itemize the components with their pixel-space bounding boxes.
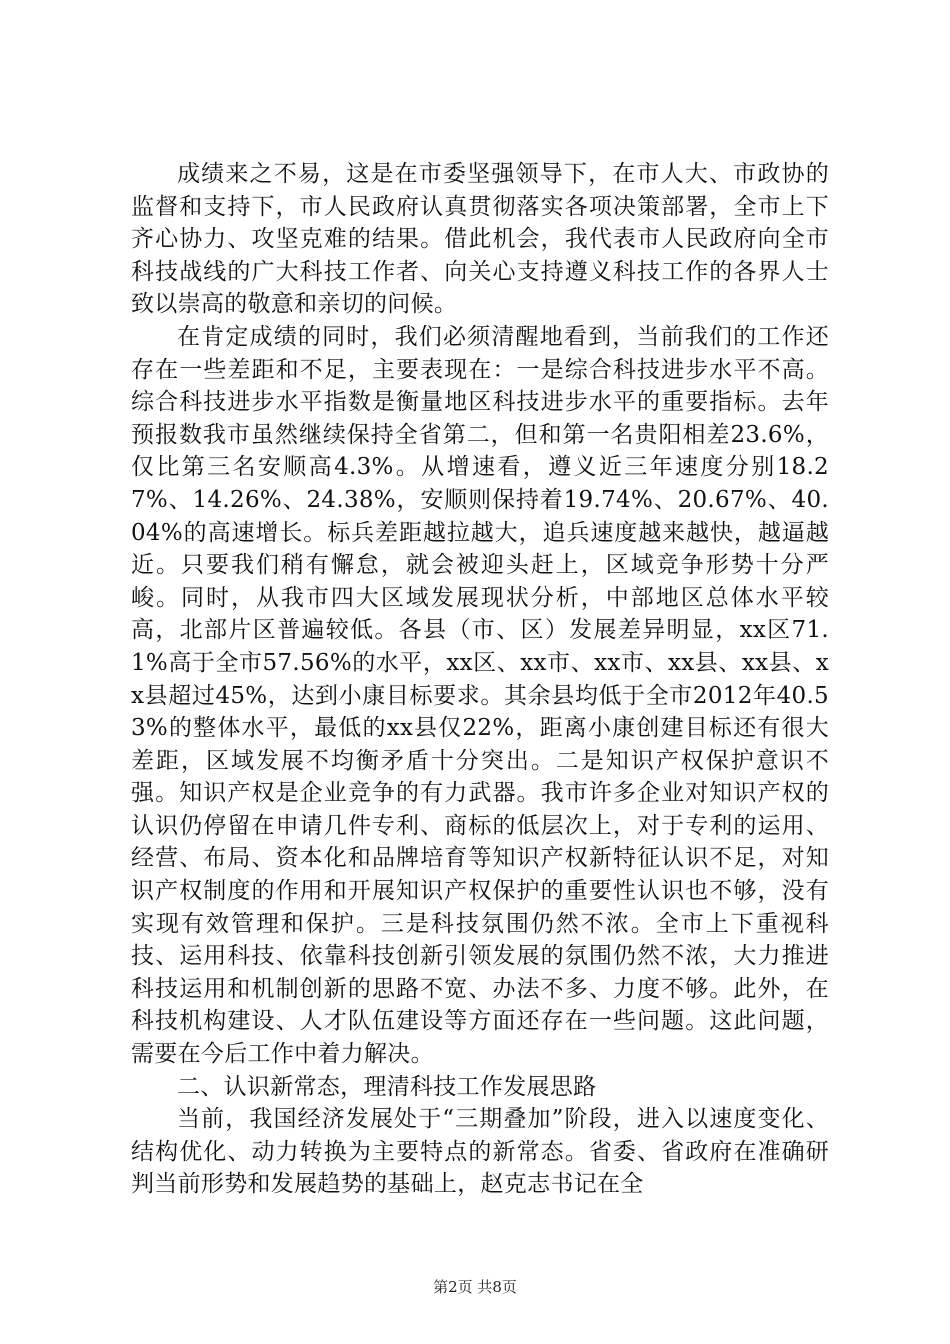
page-number-footer: 第2页 共8页: [433, 1278, 517, 1296]
paragraph-achievements: 成绩来之不易，这是在市委坚强领导下，在市人大、市政协的监督和支持下，市人民政府认真贯彻落实各项决策部署，全市上下齐心协力、攻坚克难的结果。借此机会，我代表市人民政府向全市科技战线的广大科技工作者、向关心支持遵义科技工作的各界人士致以崇高的敬意和亲切的问候。: [131, 161, 829, 318]
paragraph-new-normal: 当前，我国经济发展处于“三期叠加”阶段，进入以速度变化、结构优化、动力转换为主要特点的新常态。省委、省政府在准确研判当前形势和发展趋势的基础上，赵克志书记在全: [131, 1106, 829, 1198]
document-body: [131, 158, 829, 1201]
paragraph-shortcomings: 在肯定成绩的同时，我们必须清醒地看到，当前我们的工作还存在一些差距和不足，主要表现在：一是综合科技进步水平不高。综合科技进步水平指数是衡量地区科技进步水平的重要指标。去年预报数我市虽然继续保持全省第二，但和第一名贵阳相差23.6%，仅比第三名安顺高4.3%。从增速看，遵义近三年速度分别18.27%、14.26%、24.38%，安顺则保持着19.74%、20.67%、40.04%的高速增长。标兵差距越拉越大，追兵速度越来越快，越逼越近。只要我们稍有懈怠，就会被迎头赶上，区域竞争形势十分严峻。同时，从我市四大区域发展现状分析，中部地区总体水平较高，北部片区普遍较低。各县（市、区）发展差异明显，xx区71.1%高于全市57.56%的水平，xx区、xx市、xx市、xx县、xx县、xx县超过45%，达到小康目标要求。其余县均低于全市2012年40.53%的整体水平，最低的xx县仅22%，距离小康创建目标还有很大差距，区域发展不均衡矛盾十分突出。二是知识产权保护意识不强。知识产权是企业竞争的有力武器。我市许多企业对知识产权的认识仍停留在申请几件专利、商标的低层次上，对于专利的运用、经营、布局、资本化和品牌培育等知识产权新特征认识不足，对知识产权制度的作用和开展知识产权保护的重要性认识也不够，没有实现有效管理和保护。三是科技氛围仍然不浓。全市上下重视科技、运用科技、依靠科技创新引领发展的氛围仍然不浓，大力推进科技运用和机制创新的思路不宽、办法不多、力度不够。此外，在科技机构建设、人才队伍建设等方面还存在一些问题。这此问题，需要在今后工作中着力解决。: [131, 323, 829, 1068]
section-heading: 二、认识新常态，理清科技工作发展思路: [177, 1073, 597, 1100]
